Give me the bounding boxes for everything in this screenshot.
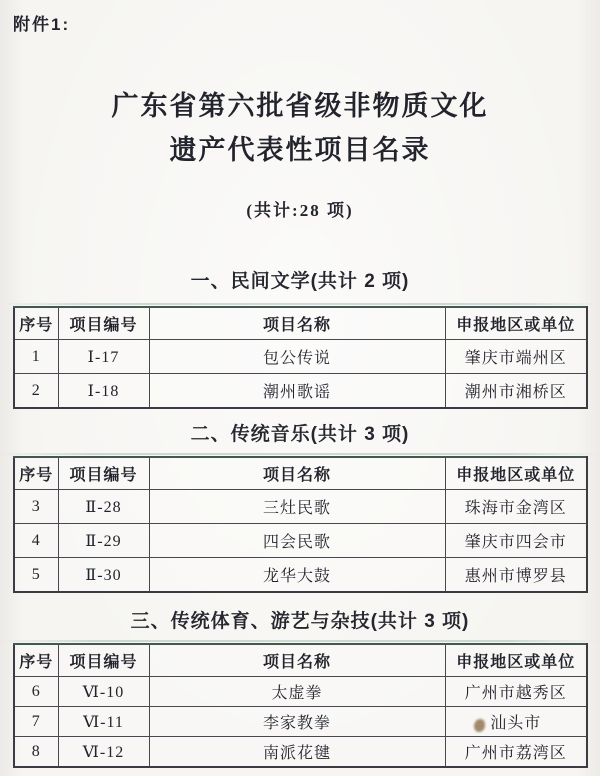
cell-unit: 广州市荔湾区 [445, 737, 587, 768]
cell-code: Ⅵ-10 [58, 677, 149, 707]
cell-code: Ⅱ-29 [58, 524, 149, 558]
column-header: 项目名称 [149, 457, 445, 490]
table-row [14, 737, 587, 768]
table-row [14, 490, 587, 524]
column-header: 项目编号 [58, 307, 149, 340]
cell-code: Ⅰ-18 [58, 374, 149, 409]
cell-seq: 4 [14, 524, 58, 558]
projects-table [13, 643, 588, 768]
column-header: 序号 [14, 644, 58, 677]
cell-name: 潮州歌谣 [149, 374, 445, 409]
document-title-line1: 广东省第六批省级非物质文化 [111, 91, 489, 121]
table-row [14, 524, 587, 558]
cell-seq: 2 [14, 374, 58, 409]
cell-code: Ⅵ-11 [58, 707, 149, 737]
cell-name: 四会民歌 [149, 524, 445, 558]
column-header: 申报地区或单位 [445, 457, 587, 490]
column-header: 项目名称 [149, 307, 445, 340]
column-header: 项目编号 [58, 644, 149, 677]
section-heading: 一、民间文学(共计 2 项) [190, 271, 410, 292]
cell-code: Ⅵ-12 [58, 737, 149, 768]
total-count-subtitle: (共计:28 项) [246, 201, 354, 220]
table-header-row [14, 644, 587, 677]
cell-code: Ⅱ-30 [58, 558, 149, 593]
cell-unit: 汕头市 [445, 707, 587, 737]
cell-unit: 肇庆市四会市 [445, 524, 587, 558]
cell-name: 三灶民歌 [149, 490, 445, 524]
cell-name: 包公传说 [149, 340, 445, 374]
cell-unit: 潮州市湘桥区 [445, 374, 587, 409]
column-header: 序号 [14, 457, 58, 490]
projects-table [13, 306, 588, 409]
table-row [14, 707, 587, 737]
cell-unit: 广州市越秀区 [445, 677, 587, 707]
cell-unit: 惠州市博罗县 [445, 558, 587, 593]
attachment-label: 附件1: [13, 15, 71, 34]
cell-seq: 8 [14, 737, 58, 768]
document-title-line2: 遗产代表性项目名录 [169, 135, 431, 165]
table-header-row [14, 307, 587, 340]
column-header: 项目名称 [149, 644, 445, 677]
projects-table [13, 456, 588, 593]
table-row [14, 677, 587, 707]
column-header: 申报地区或单位 [445, 307, 587, 340]
cell-seq: 7 [14, 707, 58, 737]
document-title [0, 84, 600, 172]
table-row [14, 340, 587, 374]
cell-code: Ⅰ-17 [58, 340, 149, 374]
cell-code: Ⅱ-28 [58, 490, 149, 524]
column-header: 序号 [14, 307, 58, 340]
cell-name: 龙华大鼓 [149, 558, 445, 593]
table-row [14, 558, 587, 593]
cell-name: 太虚拳 [149, 677, 445, 707]
cell-unit: 肇庆市端州区 [445, 340, 587, 374]
section-heading: 三、传统体育、游艺与杂技(共计 3 项) [130, 611, 470, 632]
scan-artifact-line [0, 453, 600, 455]
cell-seq: 1 [14, 340, 58, 374]
section-heading: 二、传统音乐(共计 3 项) [190, 424, 410, 445]
scan-artifact-line [0, 303, 600, 305]
cell-name: 南派花毽 [149, 737, 445, 768]
cell-seq: 3 [14, 490, 58, 524]
cell-unit: 珠海市金湾区 [445, 490, 587, 524]
table-header-row [14, 457, 587, 490]
table-row [14, 374, 587, 409]
cell-name: 李家教拳 [149, 707, 445, 737]
cell-seq: 6 [14, 677, 58, 707]
cell-seq: 5 [14, 558, 58, 593]
scan-artifact-line [0, 640, 600, 642]
column-header: 申报地区或单位 [445, 644, 587, 677]
column-header: 项目编号 [58, 457, 149, 490]
